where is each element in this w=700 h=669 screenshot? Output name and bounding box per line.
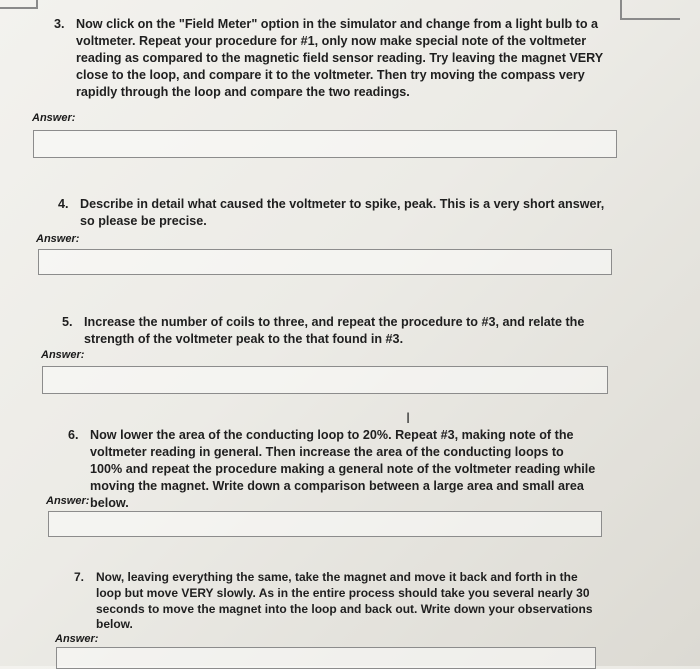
question-4 (58, 196, 618, 230)
answer-field-4[interactable] (38, 249, 612, 275)
answer-field-3[interactable] (33, 130, 617, 158)
corner-mark-left (0, 0, 38, 9)
question-7 (74, 570, 594, 633)
answer-label-3: Answer: (32, 112, 76, 124)
answer-label-4: Answer: (36, 233, 80, 245)
question-text: Increase the number of coils to three, and repeat the procedure to #3, and relate the strength of the voltmeter peak to the that found in #3. (84, 315, 585, 346)
answer-label-7: Answer: (55, 633, 99, 645)
answer-field-6[interactable] (48, 511, 602, 537)
question-number: 7. (74, 570, 85, 584)
answer-field-5[interactable] (42, 366, 608, 394)
text-cursor-icon: I (406, 411, 411, 427)
question-number: 5. (62, 315, 73, 329)
question-text: Describe in detail what caused the voltmeter to spike, peak. This is a very short answer, so please be precise. (80, 197, 605, 228)
question-text: Now, leaving everything the same, take the magnet and move it back and forth in the loop but move VERY slowly. As in the entire process should take you several nearly 30 seconds to move the magnet into the loop and back out. Write down your observations below. (96, 570, 593, 632)
question-number: 4. (58, 197, 69, 211)
question-6 (68, 427, 598, 512)
question-text: Now click on the "Field Meter" option in the simulator and change from a light bulb to a voltmeter. Repeat your procedure for #1, only now make special note of the voltmeter reading as compared to the magnetic field sensor reading. Try leaving the magnet VERY close to the loop, and compare it to the voltmeter. Then try moving the compass very rapidly through the loop and compare the two readings. (76, 17, 603, 99)
answer-label-6: Answer: (46, 495, 90, 507)
question-number: 3. (54, 17, 65, 31)
question-number: 6. (68, 428, 79, 442)
question-3 (54, 16, 626, 101)
answer-label-5: Answer: (41, 349, 85, 361)
corner-mark-right (620, 0, 680, 20)
question-text: Now lower the area of the conducting loop to 20%. Repeat #3, making note of the voltmeter reading in general. Then increase the area of the conducting loops to 100% and repeat the procedure making a general note of the voltmeter reading while moving the magnet. Write down a comparison between a large area and small area below. (90, 428, 596, 510)
question-5 (62, 314, 602, 348)
